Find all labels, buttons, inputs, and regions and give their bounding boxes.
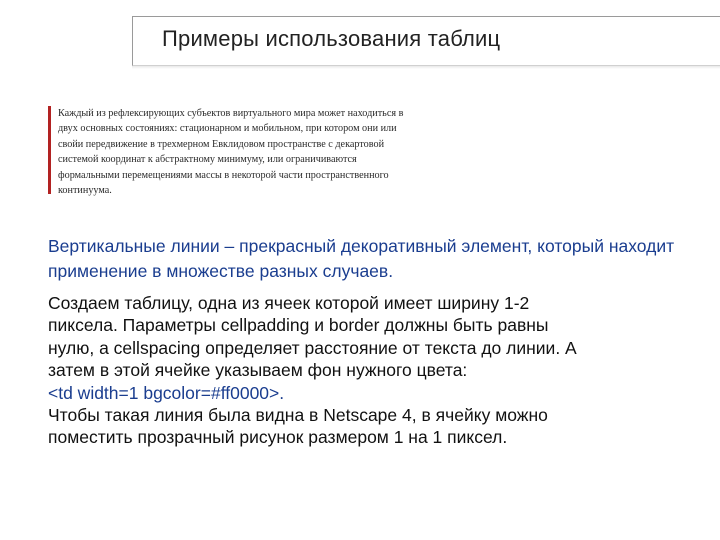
example-text-line: Каждый из рефлексирующих субъектов виртуального мира может находиться в (58, 108, 404, 119)
code-snippet: <td width=1 bgcolor=#ff0000>. (48, 382, 285, 403)
example-text (58, 106, 478, 198)
instructions-line: пиксела. Параметры cellpadding и border должны быть равны (48, 315, 549, 336)
example-text-line: двух основных состояниях: стационарном и мобильном, при котором они или (58, 123, 397, 135)
instructions-paragraph (48, 292, 698, 449)
example-text-line: свойи передвижение в трехмерном Евклидовом пространстве с декартовой (58, 138, 385, 150)
netscape-note-line: Чтобы такая линия была видна в Netscape 4, в ячейку можно (48, 405, 548, 426)
example-text-line: континуума. (58, 185, 112, 197)
example-text-line: системой координат к абстрактному минимуму, или ограничиваются (58, 154, 357, 166)
instructions-line: затем в этой ячейке указываем фон нужного цвета: (48, 360, 468, 381)
example-text-line: формальными перемещениями массы в некоторой части пространственного (58, 169, 389, 181)
page-title: Примеры использования таблиц (162, 26, 501, 51)
instructions-line: Создаем таблицу, одна из ячеек которой имеет ширину 1-2 (48, 293, 530, 313)
netscape-note-line: поместить прозрачный рисунок размером 1 на 1 пиксел. (48, 427, 508, 448)
title-frame-shadow (132, 66, 720, 69)
example-vertical-line-block (48, 106, 478, 196)
red-vertical-line (48, 106, 51, 194)
description-paragraph: Вертикальные линии – прекрасный декоративный элемент, который находит применение в множестве разных случаев. (48, 236, 675, 281)
instructions-line: нулю, а cellspacing определяет расстояние от текста до линии. А (48, 337, 577, 358)
